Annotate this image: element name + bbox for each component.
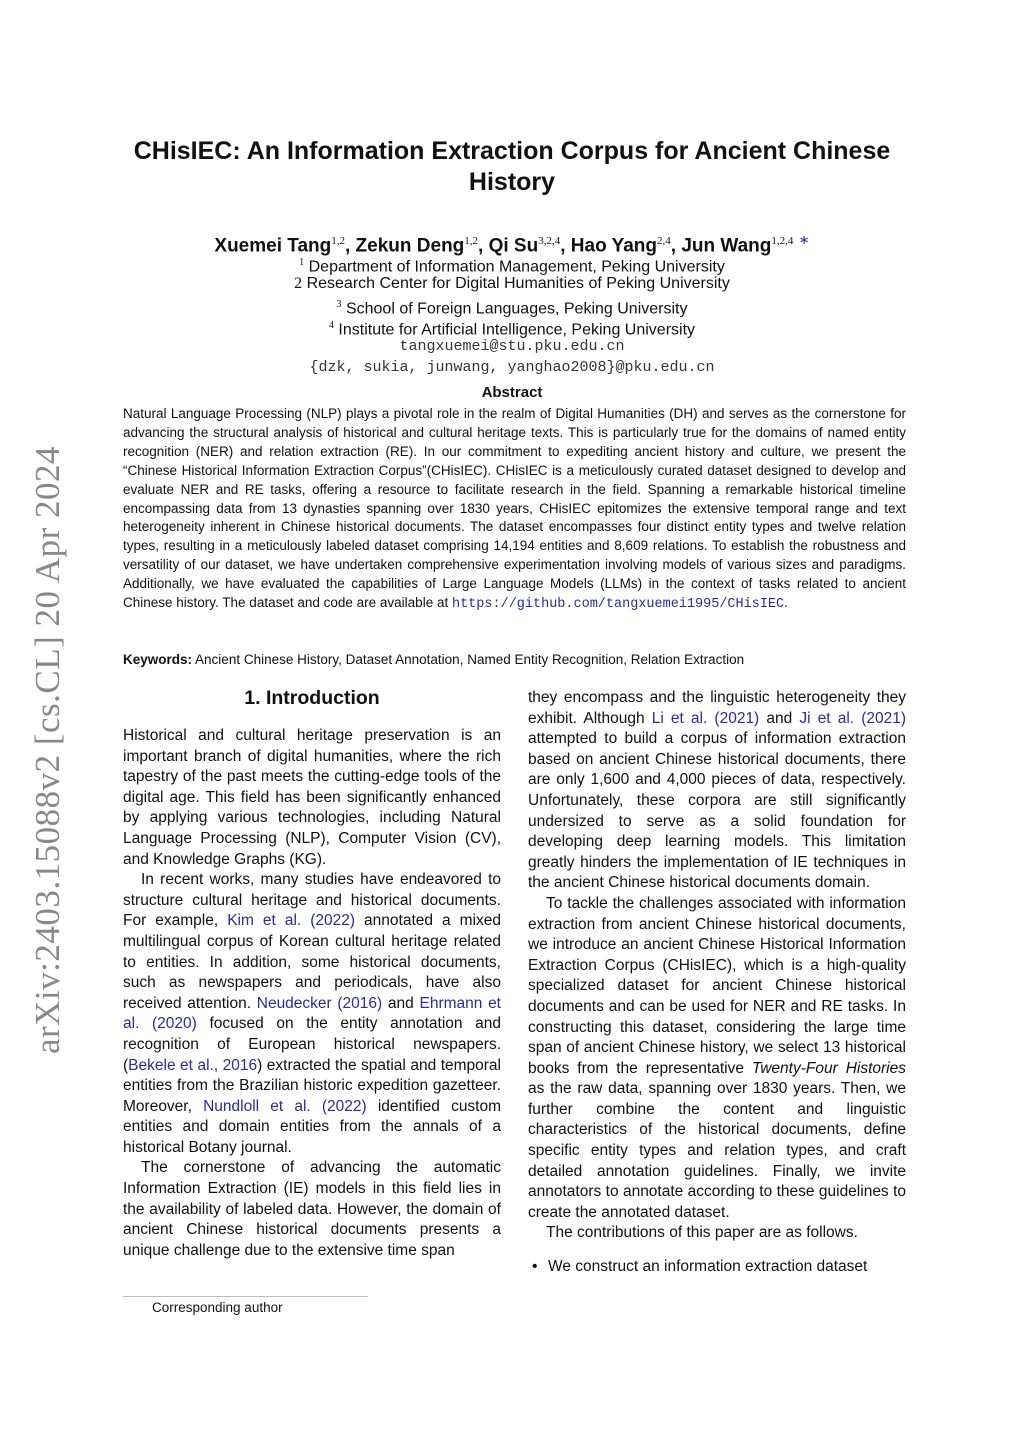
footnote: Corresponding author <box>152 1300 283 1315</box>
paragraph-text: they encompass and the linguistic heterogeneity they exhibit. Although <box>528 689 906 727</box>
left-column <box>123 686 501 1261</box>
author-affil-marker: 1,2 <box>331 235 345 247</box>
author-name: Hao Yang <box>570 235 658 257</box>
italic-title: Twenty-Four Histories <box>751 1059 906 1077</box>
footnote-divider <box>123 1296 368 1297</box>
abstract-heading: Abstract <box>481 384 543 401</box>
list-item-text: We construct an information extraction dataset <box>548 1258 868 1276</box>
email-address: tangxuemei@stu.pku.edu.cn <box>399 338 625 355</box>
contribution-list-item <box>528 1257 906 1278</box>
email-address: {dzk, sukia, junwang, yanghao2008}@pku.edu.cn <box>309 359 715 376</box>
paragraph-text: ) extracted the spatial and temporal entities from the Brazilian historic expedition gazetteer. Moreover, <box>123 1056 502 1115</box>
paragraph-text: focused on the entity annotation and recognition of European historical newspapers. ( <box>123 1015 501 1074</box>
author-list: Xuemei Tang$^{1,2}$, Zekun Deng$^{1,2}$, Qi Su$^{3,2,4}$, Hao Yang$^{2,4}$, Jun Wang$^{1,2,4}$ ∗ <box>214 232 810 257</box>
affiliation-number: 4 <box>328 320 334 331</box>
abstract-text: Natural Language Processing (NLP) plays a pivotal role in the realm of Digital Humanities (DH) and serves as the cornerstone for advancing the structural analysis of historical and cultural heritage texts. This is particularly true for the domains of named entity recognition (NER) and relation extraction (RE). In our commitment to expediting ancient history and culture, we present the “Chinese Historical Information Extraction Corpus”(CHisIEC). CHisIEC is a meticulously curated dataset designed to develop and evaluate NER and RE tasks, offering a resource to facilitate research in the field. Spanning a remarkable historical timeline encompassing data from 13 dynasties spanning over 1830 years, CHisIEC epitomizes the extensive temporal range and text heterogeneity inherent in Chinese historical documents. The dataset encompasses four distinct entity types and twelve relation types, resulting in a meticulously labeled dataset comprising 14,194 entities and 8,609 relations. To establish the robustness and versatility of our dataset, we have undertaken comprehensive experimentation involving models of various sizes and paradigms. Additionally, we have evaluated the capabilities of Large Language Models (LLMs) in the context of tasks related to ancient Chinese history. The dataset and code are available at <box>123 406 906 611</box>
keywords-label: Keywords: <box>123 652 193 667</box>
paragraph-text: attempted to build a corpus of information extraction based on ancient Chinese historical documents, there are only 1,600 and 4,000 pieces of data, respectively. Unfortunately, these corpora are still significantly undersized to serve as a solid foundation for developing deep learning models. This limitation greatly hinders the implementation of IE techniques in the ancient Chinese historical documents domain. <box>528 730 906 892</box>
author-name: Zekun Deng <box>355 235 465 257</box>
paragraph: The cornerstone of advancing the automatic Information Extraction (IE) models in this field lies in the availability of labeled data. However, the domain of ancient Chinese historical documents presents a unique challenge due to the extensive time span <box>123 1159 501 1259</box>
paper-title: CHisIEC: An Information Extraction Corpus for Ancient Chinese History <box>133 137 891 196</box>
section-heading: 1. Introduction <box>244 687 380 709</box>
author-affil-marker: 1,2,4 <box>771 235 794 247</box>
affiliation-number: 2 <box>294 275 303 292</box>
paragraph: Historical and cultural heritage preservation is an important branch of digital humanities, where the rich tapestry of the past meets the cutting-edge tools of the digital age. This field has been significantly enhanced by applying various technologies, including Natural Language Processing (NLP), Computer Vision (CV), and Knowledge Graphs (KG). <box>123 727 501 868</box>
author-name: Jun Wang <box>681 235 772 257</box>
affiliation-number: 3 <box>336 299 342 310</box>
citation-link[interactable]: Ji et al. (2021) <box>799 709 907 727</box>
paragraph-text: as the raw data, spanning over 1830 years. Then, we further combine the content and linguistic characteristics of the historical documents, define specific entity types and relation types, and craft detailed annotation guidelines. Finally, we invite annotators to annotate according to these guidelines to create the annotated dataset. <box>528 1080 906 1221</box>
keywords-text: Ancient Chinese History, Dataset Annotation, Named Entity Recognition, Relation Extraction <box>195 652 745 667</box>
author-name: Qi Su <box>488 235 539 257</box>
abstract-body <box>123 405 906 615</box>
dataset-url-link[interactable]: https://github.com/tangxuemei1995/CHisIEC <box>451 597 785 613</box>
paragraph-text: identified custom entities and domain entities from the annals of a historical Botany journal. <box>123 1097 502 1156</box>
paragraph-text: To tackle the challenges associated with information extraction from ancient Chinese historical documents, we introduce an ancient Chinese Historical Information Extraction Corpus (CHisIEC), which is a high-quality specialized dataset for ancient Chinese historical documents and can be used for NER and RE tasks. In constructing this dataset, considering the large time span of ancient Chinese history, we select 13 historical books from the representative <box>528 894 906 1077</box>
paragraph <box>123 870 501 1158</box>
paragraph: The contributions of this paper are as follows. <box>546 1224 858 1242</box>
author-affil-marker: 2,4 <box>657 235 671 247</box>
arxiv-identifier-stamp: arXiv:2403.15088v2 [cs.CL] 20 Apr 2024 <box>28 445 67 1055</box>
citation-link[interactable]: Nundloll et al. (2022) <box>203 1097 367 1115</box>
citation-link[interactable]: Bekele et al., 2016 <box>128 1056 258 1074</box>
affiliation-line <box>120 274 904 294</box>
citation-link[interactable]: Kim et al. (2022) <box>227 912 356 930</box>
paragraph <box>528 894 906 1224</box>
right-column <box>528 688 906 1278</box>
keywords <box>123 651 906 669</box>
citation-link[interactable]: Ehrmann et al. (2020) <box>123 994 501 1033</box>
author-affil-marker: 3,2,4 <box>538 235 561 247</box>
paragraph-text: and <box>766 709 793 727</box>
paragraph-text: annotated a mixed multilingual corpus of Korean cultural heritage related to entities. In addition, some historical documents, such as newspapers and periodicals, have also received attention. <box>123 912 501 1012</box>
affiliation-text: Department of Information Management, Peking University <box>308 258 725 276</box>
citation-link[interactable]: Li et al. (2021) <box>651 709 760 727</box>
paragraph-text: In recent works, many studies have endeavored to structure cultural heritage and historical documents. For example, <box>123 871 501 930</box>
affiliation-text: Research Center for Digital Humanities of Peking University <box>306 275 730 292</box>
corresponding-author-mark[interactable]: ∗ <box>798 232 810 247</box>
affiliation-number: 1 <box>299 257 305 268</box>
affiliation-text: Institute for Artificial Intelligence, Peking University <box>338 321 696 339</box>
paragraph <box>528 688 906 894</box>
author-name: Xuemei Tang <box>214 235 332 257</box>
abstract-end: . <box>784 595 788 611</box>
paragraph-text: and <box>387 994 414 1012</box>
bullet-icon: • <box>532 1258 538 1276</box>
author-affil-marker: 1,2 <box>464 235 479 247</box>
affiliation-text: School of Foreign Languages, Peking University <box>345 300 688 318</box>
citation-link[interactable]: Neudecker (2016) <box>256 994 383 1012</box>
